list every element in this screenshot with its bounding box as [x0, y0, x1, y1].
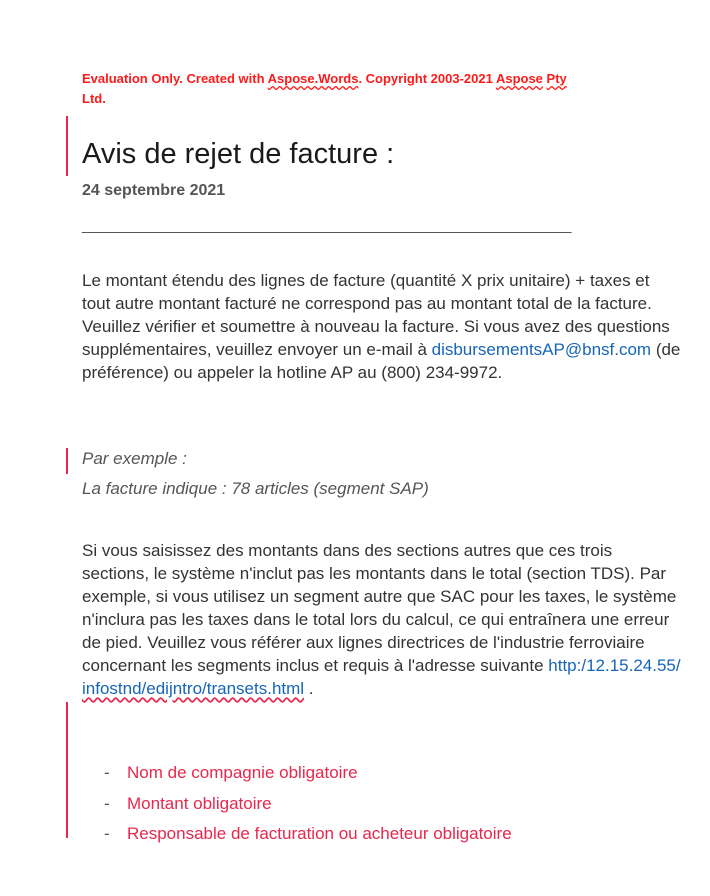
evaluation-copyright: . Copyright 2003-2021 — [358, 71, 496, 86]
list-item — [104, 819, 512, 850]
list-item — [104, 758, 512, 789]
list-item-label: Nom de compagnie obligatoire — [127, 763, 358, 783]
bullet-dash: - — [104, 793, 110, 813]
page-title: Avis de rejet de facture : — [82, 138, 395, 170]
change-bar-title — [66, 116, 68, 176]
paragraph2-text-end: . — [304, 679, 314, 698]
guidelines-link-part1[interactable]: http:/12.15.24.55/ — [548, 656, 681, 675]
list-item — [104, 789, 512, 820]
evaluation-company-a: Aspose — [495, 71, 543, 86]
bullet-dash: - — [104, 824, 110, 844]
change-bar-example — [66, 448, 68, 474]
paragraph1-text: Le montant étendu des lignes de facture (quantité X prix unitaire) + taxes et tout autre montant facturé ne correspond pas au montant total de la facture. Veuillez vérifier et soumettre à nouveau la facture. Si vous avez des questions supplémentaires, veuillez envoyer un e-mail à — [82, 271, 670, 359]
evaluation-product-name: Aspose.Words — [267, 71, 359, 86]
required-fields-list — [104, 758, 512, 850]
example-line: La facture indique : 78 articles (segment SAP) — [82, 479, 429, 498]
rejection-paragraph — [82, 269, 682, 384]
evaluation-prefix: Evaluation Only. Created with — [82, 71, 268, 86]
evaluation-suffix: Ltd. — [82, 91, 106, 106]
list-item-label: Responsable de facturation ou acheteur obligatoire — [127, 824, 512, 844]
example-label: Par exemple : — [82, 449, 187, 468]
paragraph1-text-end: (de préférence) ou appeler la hotline AP au (800) 234-9972. — [82, 340, 681, 382]
guidelines-link-part2[interactable]: infostnd/edijntro/transets.html — [82, 679, 305, 698]
email-link[interactable]: disbursementsAP@bnsf.com — [431, 340, 652, 359]
document-date: 24 septembre 2021 — [82, 182, 226, 199]
change-bar-list — [66, 702, 68, 838]
bullet-dash: - — [104, 763, 110, 783]
evaluation-notice — [82, 69, 662, 109]
evaluation-company-b: Pty — [546, 71, 567, 86]
list-item-label: Montant obligatoire — [127, 793, 272, 813]
separator-line: _______________________________________________________ — [82, 217, 572, 234]
paragraph2-text: Si vous saisissez des montants dans des sections autres que ces trois sections, le système n'inclut pas les montants dans le total (section TDS). Par exemple, si vous utilisez un segment autre que SAC pour les taxes, le système n'inclura pas les taxes dans le total lors du calcul, ce qui entraînera une erreur de pied. Veuillez vous référer aux lignes directrices de l'industrie ferroviaire concernant les segments inclus et requis à l'adresse suivante — [82, 541, 677, 675]
sections-paragraph — [82, 539, 682, 700]
